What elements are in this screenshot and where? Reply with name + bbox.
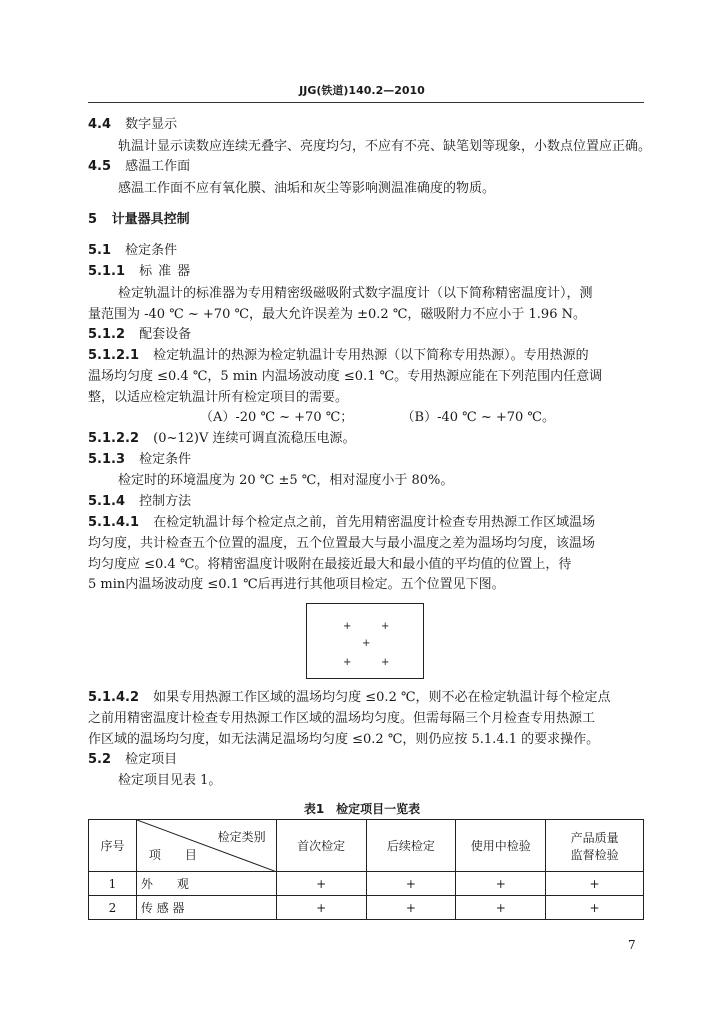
row-item: 传 感 器	[136, 896, 276, 920]
position-marker: +	[343, 657, 352, 668]
section-5-1-4-1-line2: 均匀度，共计检查五个位置的温度，五个位置最大与最小温度之差为温场均匀度，该温场	[88, 536, 596, 551]
header-quality-line2: 监督检验	[570, 847, 619, 862]
section-number: 5.1.4	[88, 494, 126, 509]
section-5-1-4-heading	[88, 493, 648, 511]
section-number: 5.1.1	[88, 264, 126, 279]
row-in-use: +	[456, 872, 546, 896]
section-number: 5.1.2	[88, 327, 126, 342]
section-5-1-4-2-line2: 之前用精密温度计检查专用热源工作区域的温场均匀度。但需每隔三个月检查专用热源工	[88, 711, 596, 726]
position-marker: +	[381, 621, 390, 632]
section-5-2-heading	[88, 751, 648, 769]
table-header-row	[89, 820, 644, 872]
page-number: 7	[628, 938, 636, 952]
header-index: 序号	[89, 820, 137, 872]
section-5-2-body: 检定项目见表 1。	[118, 773, 222, 788]
table-row	[89, 896, 644, 920]
section-title: 数字显示	[125, 117, 178, 132]
section-5-1-3-heading	[88, 451, 648, 469]
section-4-5-heading	[88, 158, 648, 176]
section-text: (0~12)V 连续可调直流稳压电源。	[153, 431, 356, 446]
table-row	[89, 872, 644, 896]
section-4-5-body: 感温工作面不应有氧化膜、油垢和灰尘等影响测温准确度的物质。	[118, 181, 496, 196]
section-number: 5.1.4.2	[88, 690, 139, 705]
range-line	[200, 409, 724, 427]
section-5-1-2-1-line3: 整，以适应检定轨温计所有检定项目的需要。	[88, 390, 349, 405]
section-5-1-4-2-line1	[88, 689, 648, 707]
section-5-1-4-1-line3: 均匀度应 ≤0.4 ℃。将精密温度计吸附在最接近最大和最小值的平均值的位置上，待	[88, 557, 572, 572]
row-first: +	[276, 896, 366, 920]
section-5-1-2-1-line1	[88, 347, 648, 365]
section-title: 感温工作面	[125, 159, 191, 174]
header-quality-line1: 产品质量	[570, 830, 619, 845]
row-index: 2	[89, 896, 137, 920]
section-number: 5.1.4.1	[88, 515, 139, 530]
header-item: 项 目	[148, 848, 197, 862]
section-title: 检定条件	[139, 452, 192, 467]
section-title: 控制方法	[139, 494, 192, 509]
section-number: 5.1.2.1	[88, 348, 139, 363]
row-subsequent: +	[366, 872, 456, 896]
running-header: JJG(铁道)140.2—2010	[299, 84, 425, 97]
section-text: 检定轨温计的热源为检定轨温计专用热源（以下简称专用热源）。专用热源的	[153, 348, 589, 363]
section-5-1-2-1-line2: 温场均匀度 ≤0.4 ℃，5 min 内温场波动度 ≤0.1 ℃。专用热源应能在下列范围内任意调	[88, 369, 603, 384]
section-number: 5.2	[88, 752, 112, 767]
header-category: 检定类别	[217, 830, 266, 844]
inspection-items-table	[88, 819, 644, 920]
row-index: 1	[89, 872, 137, 896]
section-5-1-2-heading	[88, 326, 648, 344]
header-in-use: 使用中检验	[456, 820, 546, 872]
section-text: 如果专用热源工作区域的温场均匀度 ≤0.2 ℃，则不必在检定轨温计每个检定点	[153, 690, 611, 705]
section-title: 检定项目	[125, 752, 178, 767]
section-number: 5.1.3	[88, 452, 126, 467]
section-5-1-4-2-line3: 作区域的温场均匀度，如无法满足温场均匀度 ≤0.2 ℃，则仍应按 5.1.4.1 的要求操作。	[88, 732, 600, 747]
row-item: 外 观	[136, 872, 276, 896]
section-5-1-2-2	[88, 430, 648, 448]
header-first: 首次检定	[276, 820, 366, 872]
header-diagonal-cell	[136, 820, 276, 872]
section-5-1-4-1-line1	[88, 514, 648, 532]
row-quality: +	[546, 872, 644, 896]
position-marker: +	[362, 638, 371, 649]
position-marker: +	[381, 657, 390, 668]
section-number: 4.4	[88, 117, 112, 132]
section-number: 4.5	[88, 159, 112, 174]
header-quality	[546, 820, 644, 872]
row-quality: +	[546, 896, 644, 920]
section-5-1-heading	[88, 242, 648, 260]
section-5-heading	[88, 211, 648, 229]
section-number: 5	[88, 212, 98, 227]
table-title: 表1 检定项目一览表	[303, 802, 421, 816]
header-subsequent: 后续检定	[366, 820, 456, 872]
row-first: +	[276, 872, 366, 896]
section-title: 标准器	[139, 264, 197, 279]
section-number: 5.1.2.2	[88, 431, 139, 446]
five-position-diagram	[306, 603, 424, 679]
row-subsequent: +	[366, 896, 456, 920]
section-5-1-4-1-line4: 5 min内温场波动度 ≤0.1 ℃后再进行其他项目检定。五个位置见下图。	[88, 577, 505, 592]
header-rule	[88, 102, 644, 103]
position-marker: +	[343, 621, 352, 632]
row-in-use: +	[456, 896, 546, 920]
section-4-4-heading	[88, 116, 648, 134]
section-5-1-1-body-line1: 检定轨温计的标准器为专用精密级磁吸附式数字温度计（以下简称精密温度计），测	[118, 286, 593, 301]
section-4-4-body: 轨温计显示读数应连续无叠字、亮度均匀，不应有不亮、缺笔划等现象，小数点位置应正确。	[118, 139, 652, 154]
section-title: 配套设备	[139, 327, 192, 342]
section-5-1-1-heading	[88, 263, 648, 281]
section-title: 计量器具控制	[111, 212, 190, 227]
section-text: 在检定轨温计每个检定点之前，首先用精密温度计检查专用热源工作区域温场	[153, 515, 596, 530]
range-a: （A）-20 ℃ ~ +70 ℃；	[200, 410, 354, 425]
range-b: （B）-40 ℃ ~ +70 ℃。	[401, 410, 555, 425]
section-number: 5.1	[88, 243, 112, 258]
section-title: 检定条件	[125, 243, 178, 258]
section-5-1-1-body-line2: 量范围为 -40 ℃ ~ +70 ℃，最大允许误差为 ±0.2 ℃，磁吸附力不应小于 1.96 N。	[88, 307, 586, 322]
section-5-1-3-body: 检定时的环境温度为 20 ℃ ±5 ℃，相对湿度小于 80%。	[118, 473, 454, 488]
